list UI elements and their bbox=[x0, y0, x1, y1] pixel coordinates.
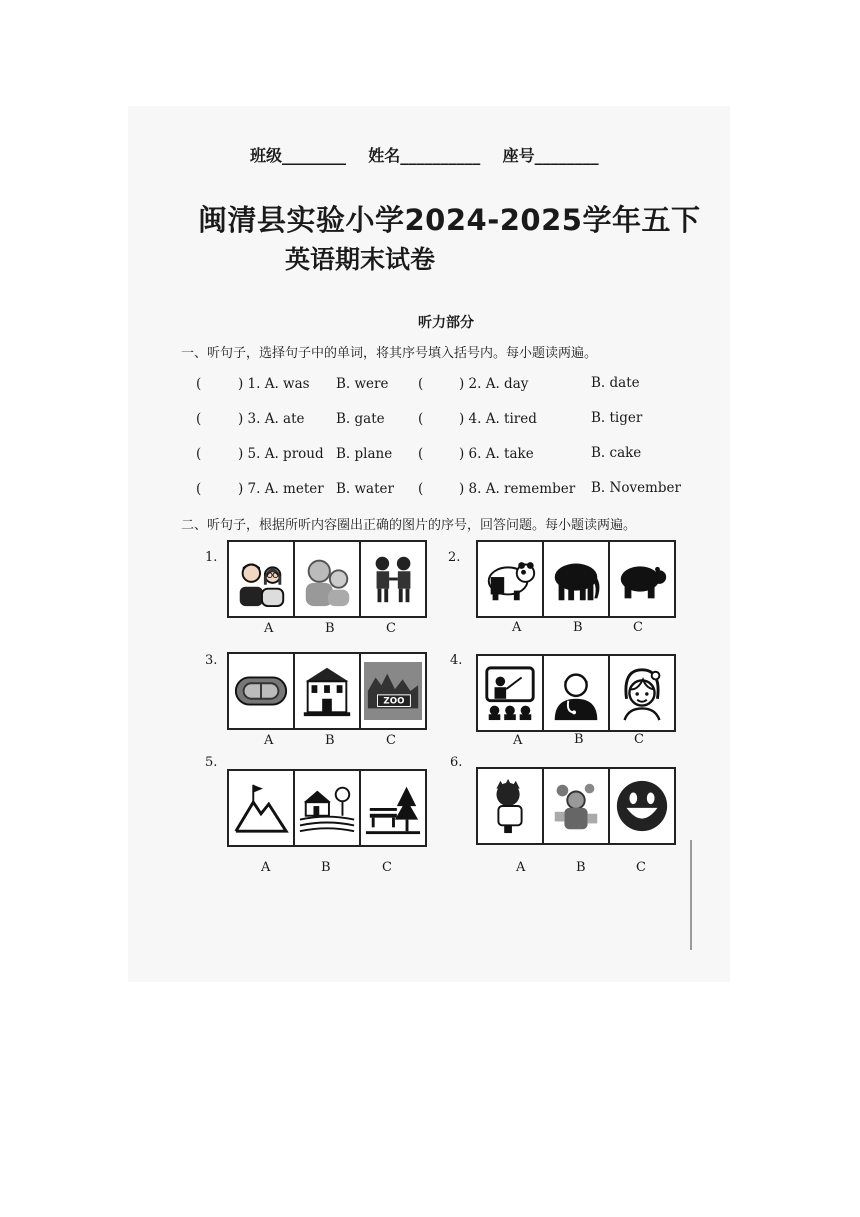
mountain-icon[interactable] bbox=[229, 771, 295, 845]
option-8b: B. November bbox=[591, 480, 681, 496]
option-label: C bbox=[634, 732, 644, 747]
picture-group-3 bbox=[227, 652, 427, 730]
group-number: 4. bbox=[450, 653, 463, 668]
doctor-icon[interactable] bbox=[544, 656, 610, 730]
exam-subtitle: 英语期末试卷 bbox=[285, 245, 436, 274]
option-5b: B. plane bbox=[336, 446, 393, 462]
question-8: ) 8. A. remember bbox=[459, 481, 576, 497]
school-icon[interactable] bbox=[295, 654, 361, 728]
option-label: C bbox=[633, 620, 643, 635]
option-label: A bbox=[264, 621, 274, 636]
option-4b: B. tiger bbox=[591, 410, 643, 426]
option-label: C bbox=[636, 860, 646, 875]
answer-paren: ( bbox=[196, 376, 202, 392]
option-label: C bbox=[386, 733, 396, 748]
part1-instruction: 一、听句子，选择句子中的单词，将其序号填入括号内。每小题读两遍。 bbox=[181, 346, 598, 361]
picture-group-1 bbox=[227, 540, 427, 618]
group-number: 3. bbox=[205, 653, 218, 668]
exam-title: 闽清县实验小学2024-2025学年五下 bbox=[198, 203, 701, 237]
option-label: A bbox=[264, 733, 274, 748]
option-1b: B. were bbox=[336, 376, 389, 392]
group-number: 2. bbox=[448, 550, 461, 565]
smiley-icon[interactable] bbox=[610, 769, 674, 843]
option-label: C bbox=[386, 621, 396, 636]
group-number: 1. bbox=[205, 550, 218, 565]
question-4: ) 4. A. tired bbox=[459, 411, 537, 427]
angry-boy-icon[interactable] bbox=[478, 769, 544, 843]
farm-icon[interactable] bbox=[295, 771, 361, 845]
option-label: B bbox=[325, 733, 335, 748]
option-label: A bbox=[512, 620, 522, 635]
option-label: B bbox=[576, 860, 586, 875]
option-2b: B. date bbox=[591, 375, 640, 391]
option-label: B bbox=[574, 732, 584, 747]
picture-group-2 bbox=[476, 540, 676, 618]
answer-paren: ( bbox=[196, 411, 202, 427]
answer-paren: ( bbox=[196, 481, 202, 497]
busy-man-icon[interactable] bbox=[544, 769, 610, 843]
zoo-sign: ZOO bbox=[383, 696, 405, 707]
zoo-icon[interactable] bbox=[361, 654, 425, 728]
option-3b: B. gate bbox=[336, 411, 385, 427]
option-label: A bbox=[513, 733, 523, 748]
young-couple-icon[interactable] bbox=[229, 542, 295, 616]
answer-paren: ( bbox=[196, 446, 202, 462]
answer-paren: ( bbox=[418, 481, 424, 497]
elderly-couple-icon[interactable] bbox=[295, 542, 361, 616]
answer-paren: ( bbox=[418, 411, 424, 427]
option-label: C bbox=[382, 860, 392, 875]
option-7b: B. water bbox=[336, 481, 394, 497]
children-icon[interactable] bbox=[361, 542, 425, 616]
student-info-line: 班级________ 姓名__________ 座号________ bbox=[250, 146, 599, 165]
teacher-icon[interactable] bbox=[478, 656, 544, 730]
bear-icon[interactable] bbox=[610, 542, 674, 616]
question-7: ) 7. A. meter bbox=[238, 481, 324, 497]
answer-paren: ( bbox=[418, 446, 424, 462]
option-label: A bbox=[516, 860, 526, 875]
question-6: ) 6. A. take bbox=[459, 446, 534, 462]
option-label: B bbox=[321, 860, 331, 875]
elephant-icon[interactable] bbox=[544, 542, 610, 616]
option-label: A bbox=[261, 860, 271, 875]
question-5: ) 5. A. proud bbox=[238, 446, 324, 462]
park-icon[interactable] bbox=[361, 771, 425, 845]
picture-group-5 bbox=[227, 769, 427, 847]
question-1: ) 1. A. was bbox=[238, 376, 310, 392]
group-number: 6. bbox=[450, 755, 463, 770]
panda-icon[interactable] bbox=[478, 542, 544, 616]
picture-group-4 bbox=[476, 654, 676, 732]
paper-edge bbox=[690, 840, 692, 950]
girl-icon[interactable] bbox=[610, 656, 674, 730]
part2-instruction: 二、听句子，根据所听内容圈出正确的图片的序号，回答问题。每小题读两遍。 bbox=[181, 518, 637, 533]
section-title: 听力部分 bbox=[418, 315, 474, 331]
option-6b: B. cake bbox=[591, 445, 642, 461]
group-number: 5. bbox=[205, 755, 218, 770]
picture-group-6 bbox=[476, 767, 676, 845]
answer-paren: ( bbox=[418, 376, 424, 392]
stadium-icon[interactable] bbox=[229, 654, 295, 728]
question-2: ) 2. A. day bbox=[459, 376, 529, 392]
option-label: B bbox=[325, 621, 335, 636]
question-3: ) 3. A. ate bbox=[238, 411, 305, 427]
option-label: B bbox=[573, 620, 583, 635]
